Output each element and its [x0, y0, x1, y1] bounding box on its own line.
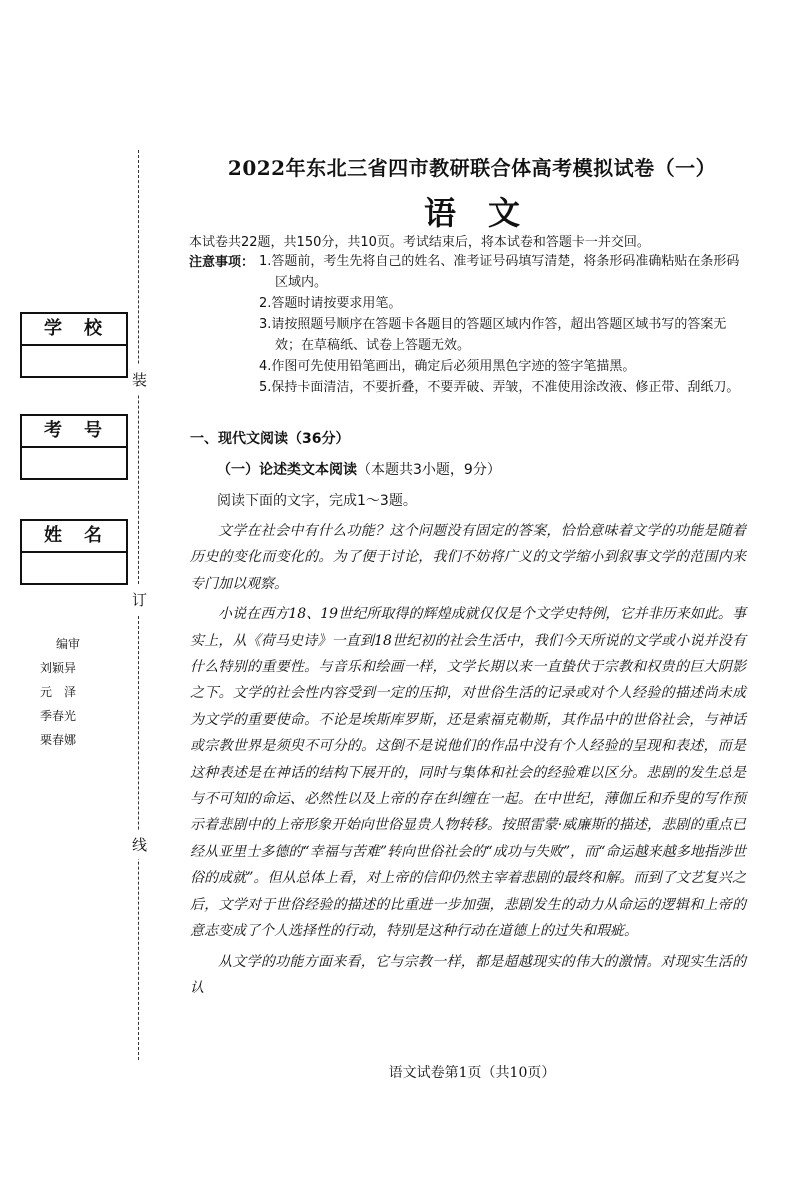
subject-title: 语 文 — [423, 194, 520, 232]
notice-item: 5.保持卡面清洁，不要折叠，不要弄破、弄皱，不准使用涂改液、修正带、刮纸刀。 — [259, 380, 740, 395]
reviewer-name: 刘颖异 — [40, 661, 77, 675]
reading-instruction: 阅读下面的文字，完成1～3题。 — [217, 493, 417, 509]
exam-title: 2022年东北三省四市教研联合体高考模拟试卷（一） — [227, 156, 717, 180]
page-footer: 语文试卷第1页（共10页） — [388, 1065, 556, 1081]
passage-paragraph: 小说在西方18、19世纪所取得的辉煌成就仅仅是个文学史特例，它并非历来如此。事实上，从《荷马史诗》一直到18世纪初的社会生活中，我们今天所说的文学或小说并没有什么特别的重要性。与音乐和绘画一样，文学长期以来一直蛰伏于宗教和权贵的巨大阴影之下。文学的社会性内容受到一定的压抑，对世俗生活的记录或对个人经验的描述尚未成为文学的重要使命。不论是埃斯库罗斯，还是索福克勒斯，其作品中的世俗社会，与神话或宗教世界是须臾不可分的。这倒不是说他们的作品中没有个人经验的呈现和表述，而是这种表述是在神话的结构下展开的，同时与集体和社会的经验难以区分。悲剧的发生总是与不可知的命运、必然性以及上帝的存在纠缠在一起。在中世纪，薄伽丘和乔叟的写作预示着悲剧中的上帝形象开始向世俗显贵人物转移。按照雷蒙·威廉斯的描述，悲剧的重点已经从亚里士多德的“幸福与苦难”转向世俗社会的“成功与失败”，而“命运越来越多地指涉世俗的成就”。但从总体上看，对上帝的信仰仍然主宰着悲剧的最终和解。而到了文艺复兴之后，文学对于世俗经验的描述的比重进一步加强，悲剧发生的动力从命运的逻辑和上帝的意志变成了个人选择性的行动，特别是这种行动在道德上的过失和瑕疵。 — [190, 606, 746, 940]
reviewer-name: 栗春娜 — [40, 733, 77, 747]
notice-list — [259, 251, 749, 398]
name-box — [20, 519, 128, 585]
subsection-note: （本题共3小题，9分） — [357, 462, 501, 478]
exam-number-field — [22, 448, 126, 478]
notice-item: 1.答题前，考生先将自己的姓名、准考证号码填写清楚，将条形码准确粘贴在条形码区域内。 — [259, 254, 740, 290]
binding-char-xian: 线 — [132, 830, 147, 859]
school-label: 学 校 — [22, 314, 126, 346]
exam-number-box — [20, 414, 128, 480]
exam-number-label: 考 号 — [22, 416, 126, 448]
section-heading: 一、现代文阅读（36分） — [190, 431, 350, 447]
binding-char-ding: 订 — [132, 585, 147, 614]
subsection-title: （一）论述类文本阅读 — [217, 462, 357, 478]
school-box — [20, 312, 128, 378]
notice-item: 4.作图可先使用铅笔画出，确定后必须用黑色字迹的签字笔描黑。 — [259, 359, 636, 374]
notice-heading: 注意事项： — [189, 255, 255, 270]
exam-intro: 本试卷共22题，共150分，共10页。考试结束后，将本试卷和答题卡一并交回。 — [189, 235, 650, 250]
school-field — [22, 346, 126, 376]
passage-paragraph: 文学在社会中有什么功能？这个问题没有固定的答案，恰恰意味着文学的功能是随着历史的变化而变化的。为了便于讨论，我们不妨将广义的文学缩小到叙事文学的范围内来专门加以观察。 — [190, 523, 746, 592]
passage-paragraph: 从文学的功能方面来看，它与宗教一样，都是超越现实的伟大的激情。对现实生活的认 — [190, 953, 746, 996]
name-field — [22, 553, 126, 583]
name-label: 姓 名 — [22, 521, 126, 553]
notice-item: 3.请按照题号顺序在答题卡各题目的答题区域内作答，超出答题区域书写的答案无效；在草稿纸、试卷上答题无效。 — [259, 317, 727, 353]
reviewers-heading: 编审 — [56, 637, 81, 651]
reviewers-list — [40, 632, 120, 752]
notice-item: 2.答题时请按要求用笔。 — [259, 296, 402, 311]
binding-char-zhuang: 装 — [132, 365, 147, 394]
reviewer-name: 元 泽 — [40, 685, 77, 699]
subsection-heading — [217, 459, 501, 479]
reviewer-name: 季春光 — [40, 709, 77, 723]
reading-passage — [190, 518, 746, 1005]
